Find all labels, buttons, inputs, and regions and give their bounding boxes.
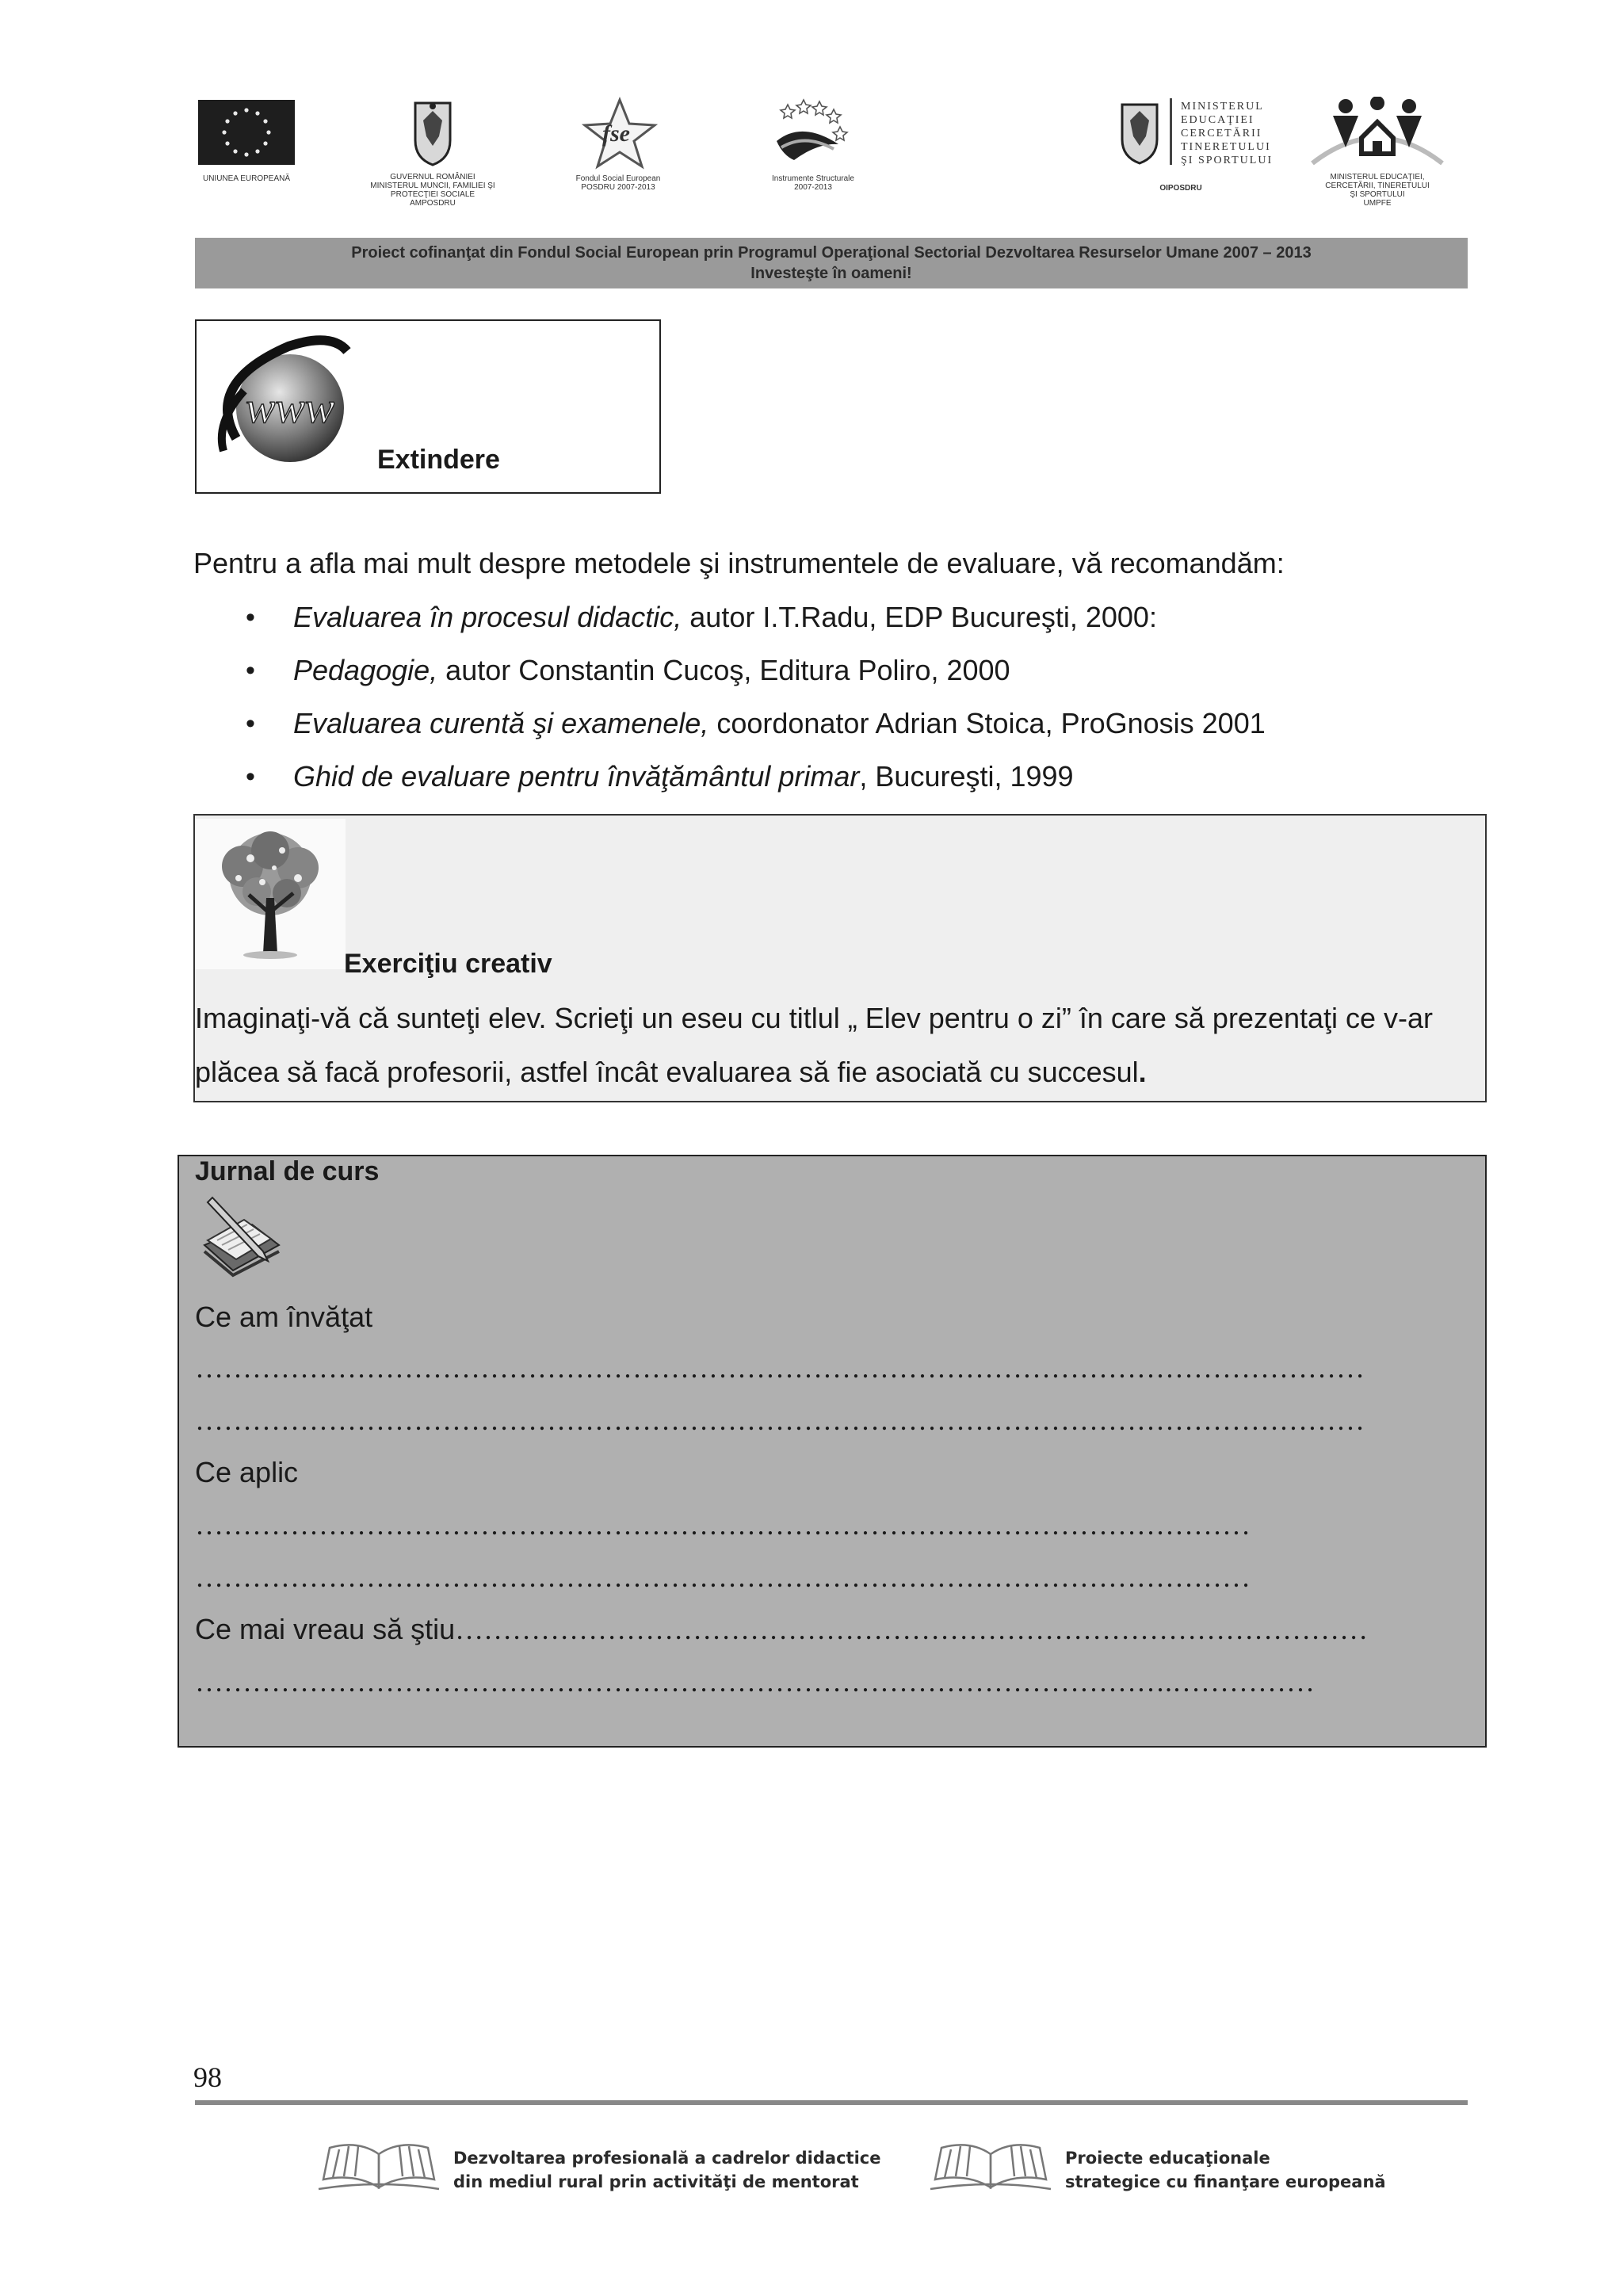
exercise-text-main: Imaginaţi-vă că sunteţi elev. Scrieţi un eseu cu titlul „ Elev pentru o zi” în care să prezentaţi ce v-ar plăcea să facă profesorii, astfel încât evaluarea să fie asociată cu succesul (195, 1002, 1434, 1088)
answer-line[interactable]: …………………………………………………………………………………………………………… (195, 1352, 1365, 1384)
answer-line[interactable]: ………………………………………………………………………………………….…………… (195, 1666, 1315, 1698)
notepad-pen-icon (197, 1193, 284, 1288)
exercise-title: Exerciţiu creativ (344, 949, 552, 979)
answer-line[interactable]: …………………………………………………………………………………… (455, 1614, 1369, 1645)
reference-details: coordonator Adrian Stoica, ProGnosis 2001 (708, 707, 1266, 739)
fse-mark: fse (602, 120, 630, 147)
exercise-text-end: . (1138, 1056, 1147, 1088)
footer-rule (195, 2100, 1468, 2105)
creative-exercise-box (193, 814, 1487, 1102)
answer-line[interactable]: ………………………………………………………………………………………………… (195, 1509, 1251, 1541)
apply-label: Ce aplic (195, 1456, 299, 1488)
fse-caption: Fondul Social European POSDRU 2007-2013 (575, 174, 661, 192)
open-book-icon (927, 2132, 1054, 2195)
oiposdru-caption: OIPOSDRU (1159, 184, 1202, 193)
answer-line[interactable]: …………………………………………………………………………………………………………… (195, 1404, 1365, 1436)
ministry-name: MINISTERUL EDUCAŢIEI CERCETĂRII TINERETULUI ŞI SPORTULUI (1181, 101, 1274, 166)
want-to-know-label: Ce mai vreau să ştiu (195, 1613, 456, 1645)
is-caption: Instrumente Structurale 2007-2013 (772, 174, 854, 192)
reference-details: autor I.T.Radu, EDP Bucureşti, 2000: (682, 601, 1157, 633)
intro-paragraph: Pentru a afla mai mult despre metodele şi instrumentele de evaluare, vă recomandăm: (193, 547, 1285, 579)
reference-title: Pedagogie, (293, 654, 438, 686)
want-to-know-line (195, 1613, 1368, 1646)
reference-title: Evaluarea în procesul didactic, (293, 601, 682, 633)
www-text: www (246, 384, 335, 433)
gov-caption: GUVERNUL ROMÂNIEI MINISTERUL MUNCII, FAMILIEI ŞI PROTECŢIEI SOCIALE AMPOSDRU (370, 173, 495, 208)
course-journal-box (178, 1155, 1487, 1748)
list-item (246, 705, 1266, 758)
reference-details: autor Constantin Cucoş, Editura Poliro, 2000 (437, 654, 1010, 686)
page-number: 98 (193, 2061, 222, 2093)
ministry-coat-of-arms-icon (1116, 98, 1163, 166)
list-item (246, 599, 1266, 652)
structural-instruments-logo-icon (770, 97, 850, 168)
exercise-text (195, 991, 1479, 1099)
reference-title: Ghid de evaluare pentru învăţământul primar (293, 760, 860, 793)
ministry-divider (1170, 98, 1172, 165)
reference-title: Evaluarea curentă şi examenele, (293, 707, 709, 739)
banner-line-2: Investeşte în oameni! (750, 265, 912, 282)
extindere-box (195, 319, 661, 494)
reference-list (246, 599, 1266, 812)
project-banner (195, 238, 1468, 288)
footer-right-text: Proiecte educaţionale strategice cu finanţare europeană (1065, 2149, 1386, 2191)
open-book-icon (315, 2132, 442, 2195)
umpfe-caption: MINISTERUL EDUCAŢIEI, CERCETĂRII, TINERETULUI ŞI SPORTULUI UMPFE (1325, 173, 1430, 208)
extindere-title: Extindere (377, 445, 500, 475)
banner-line-1: Proiect cofinanţat din Fondul Social European prin Programul Operaţional Sectorial Dezvoltarea Resurselor Umane 2007 – 2013 (351, 244, 1312, 262)
list-item (246, 652, 1266, 705)
eu-flag-icon (198, 100, 295, 165)
www-globe-icon (212, 335, 368, 468)
footer-left-text: Dezvoltarea profesională a cadrelor didactice din mediul rural prin activităţi de mentorat (453, 2149, 881, 2191)
romania-coat-of-arms-icon (409, 97, 456, 168)
reference-details: , Bucureşti, 1999 (859, 760, 1074, 793)
learned-label: Ce am învăţat (195, 1301, 373, 1333)
journal-title: Jurnal de curs (195, 1156, 380, 1186)
umpfe-logo-icon (1304, 97, 1450, 168)
list-item (246, 758, 1266, 812)
eu-caption: UNIUNEA EUROPEANĂ (202, 174, 291, 183)
answer-line[interactable]: ………………………………………………………………………………………………… (195, 1561, 1251, 1593)
fse-star-logo-icon (582, 97, 658, 170)
tree-icon (195, 819, 346, 969)
